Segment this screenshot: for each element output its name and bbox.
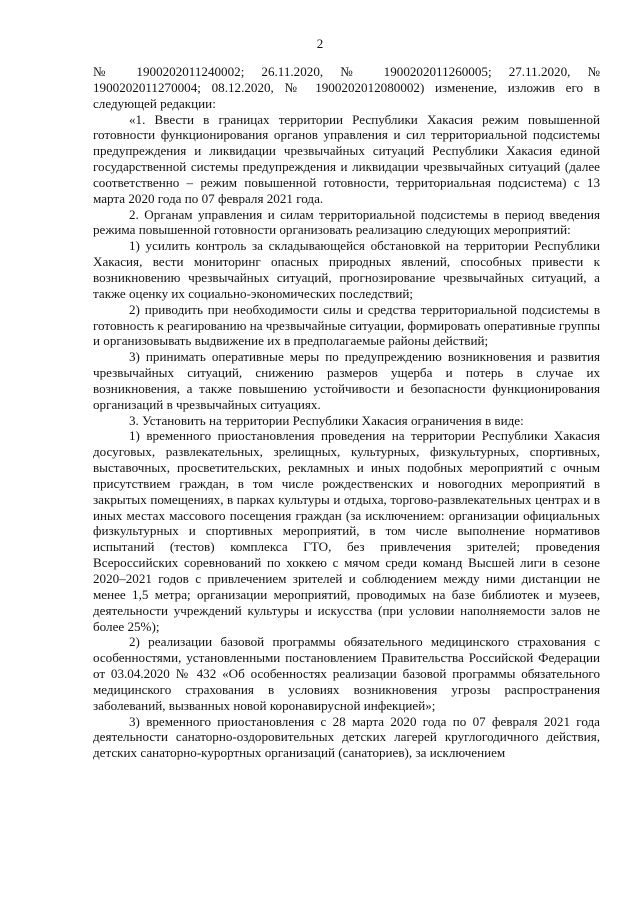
document-body (93, 64, 600, 761)
paragraph-subitem-3-2: 2) реализации базовой программы обязательного медицинского страхования с особенностями, установленными постановлением Правительства Российской Федерации от 03.04.2020 № 432 «Об особенностях реализации базовой программы обязательного медицинского страхования в условиях возникновения угрозы распространения заболеваний, вызванных новой коронавирусной инфекцией»; (93, 634, 600, 713)
paragraph-subitem-3-3: 3) временного приостановления с 28 марта 2020 года по 07 февраля 2021 года деятельности санаторно-оздоровительных детских лагерей круглогодичного действия, детских санаторно-курортных организаций (санаториев), за исключением (93, 713, 600, 761)
paragraph-continuation: № 1900202011240002; 26.11.2020, № 1900202011260005; 27.11.2020, № 1900202011270004; 08.12.2020, № 1900202012080002) изменение, изложив его в следующей редакции: (93, 64, 600, 111)
paragraph-item-2: 2. Органам управления и силам территориальной подсистемы в период введения режима повышенной готовности организовать реализацию следующих мероприятий: (93, 206, 600, 238)
paragraph-subitem-3-1: 1) временного приостановления проведения на территории Республики Хакасия досуговых, развлекательных, зрелищных, культурных, физкультурных, спортивных, выставочных, просветительских, рекламных и иных подобных мероприятий с очным присутствием граждан, в том числе рождественских и новогодних мероприятий в закрытых помещениях, в парках культуры и отдыха, торгово-развлекательных центрах и в иных местах массового посещения граждан (за исключением: организации официальных физкультурных и спортивных мероприятий, в том числе выполнение нормативов испытаний (тестов) комплекса ГТО, без привлечения зрителей; проведения Всероссийских соревнований по хоккею с мячом среди команд Высшей лиги в сезоне 2020–2021 годов с привлечением зрителей и соблюдением между ними дистанции не менее 1,5 метра; организации мероприятий, проводимых на базе библиотек и музеев, деятельности учреждений культуры и искусства (при условии наполняемости залов не более 25%); (93, 428, 600, 634)
paragraph-item-3: 3. Установить на территории Республики Хакасия ограничения в виде: (129, 412, 524, 428)
paragraph-item-1: «1. Ввести в границах территории Республики Хакасия режим повышенной готовности функционирования органов управления и сил территориальной подсистемы предупреждения и ликвидации чрезвычайных ситуаций Республики Хакасия единой государственной системы предупреждения и ликвидации чрезвычайных ситуаций (далее соответственно – режим повышенной готовности, территориальная подсистема) с 13 марта 2020 года по 07 февраля 2021 года. (93, 111, 600, 206)
paragraph-subitem-2-3: 3) принимать оперативные меры по предупреждению возникновения и развития чрезвычайных ситуаций, снижению размеров ущерба и потерь в случае их возникновения, а также повышению устойчивости и безопасности функционирования организаций в чрезвычайных ситуациях. (93, 349, 600, 412)
paragraph-subitem-2-2: 2) приводить при необходимости силы и средства территориальной подсистемы в готовность к реагированию на чрезвычайные ситуации, формировать оперативные группы и организовывать выдвижение их в предполагаемые районы действий; (93, 301, 600, 349)
page-number: 2 (316, 36, 324, 51)
paragraph-subitem-2-1: 1) усилить контроль за складывающейся обстановкой на территории Республики Хакасия, вести мониторинг опасных природных явлений, способных привести к возникновению чрезвычайных ситуаций, прогнозирование чрезвычайных ситуаций, а также оценку их социально-экономических последствий; (93, 238, 600, 301)
